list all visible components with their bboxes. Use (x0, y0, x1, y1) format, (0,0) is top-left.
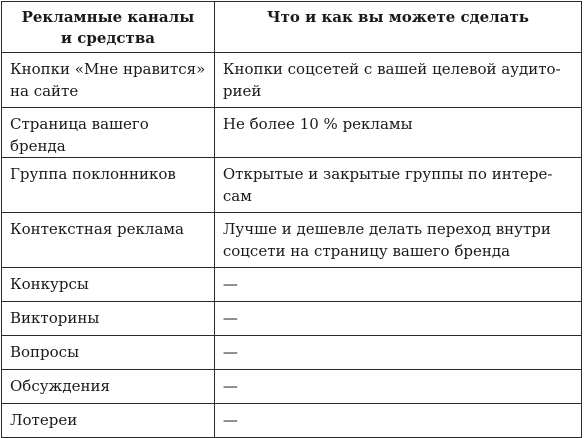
channel-line: на сайте (10, 82, 79, 100)
channel-cell (2, 158, 215, 213)
action-cell (214, 268, 581, 302)
action-cell (214, 53, 581, 108)
table-row (2, 336, 582, 370)
table-row (2, 213, 582, 268)
table-row (2, 370, 582, 404)
channel-cell (2, 404, 215, 438)
action-line: сам (222, 187, 252, 205)
table-row (2, 158, 582, 213)
action-cell (214, 213, 581, 268)
action-line: соцсети на страницу вашего бренда (222, 242, 511, 260)
channel-line: Страница вашего бренда (10, 115, 149, 155)
header-channel-line: и средства (60, 29, 155, 47)
action-cell (214, 336, 581, 370)
channels-table (1, 1, 582, 438)
action-cell (214, 404, 581, 438)
dash-mark: — (222, 275, 238, 293)
dash-mark: — (222, 309, 238, 327)
header-action-line: Что и как вы можете сделать (266, 8, 529, 26)
channel-cell (2, 370, 215, 404)
action-cell (214, 158, 581, 213)
table-row (2, 404, 582, 438)
table-row (2, 53, 582, 108)
action-line: Лучше и дешевле делать переход внутри (222, 220, 551, 238)
channel-line: Контекстная реклама (10, 220, 184, 238)
channel-line: Группа поклонников (10, 165, 176, 183)
channel-line: Кнопки «Мне нравится» (10, 60, 206, 78)
header-channel-line: Рекламные каналы (21, 8, 195, 26)
table-row (2, 108, 582, 158)
channel-cell (2, 336, 215, 370)
channel-line: Обсуждения (10, 377, 110, 395)
dash-mark: — (222, 377, 238, 395)
channel-cell (2, 268, 215, 302)
action-cell (214, 108, 581, 158)
channel-cell (2, 108, 215, 158)
channel-cell (2, 302, 215, 336)
table-row (2, 302, 582, 336)
table-header-row (2, 2, 582, 53)
action-cell (214, 302, 581, 336)
channel-line: Лотереи (10, 411, 78, 429)
action-line: Открытые и закрытые группы по интере- (222, 165, 553, 183)
header-action (214, 2, 581, 53)
action-line: Кнопки соцсетей с вашей целевой аудито- (222, 60, 561, 78)
channel-cell (2, 213, 215, 268)
action-line: Не более 10 % рекламы (222, 115, 413, 133)
dash-mark: — (222, 343, 238, 361)
action-line: рией (222, 82, 262, 100)
channel-line: Конкурсы (10, 275, 89, 293)
channel-cell (2, 53, 215, 108)
channel-line: Викторины (10, 309, 100, 327)
channel-line: Вопросы (10, 343, 80, 361)
table-row (2, 268, 582, 302)
action-cell (214, 370, 581, 404)
header-channel (2, 2, 215, 53)
dash-mark: — (222, 411, 238, 429)
